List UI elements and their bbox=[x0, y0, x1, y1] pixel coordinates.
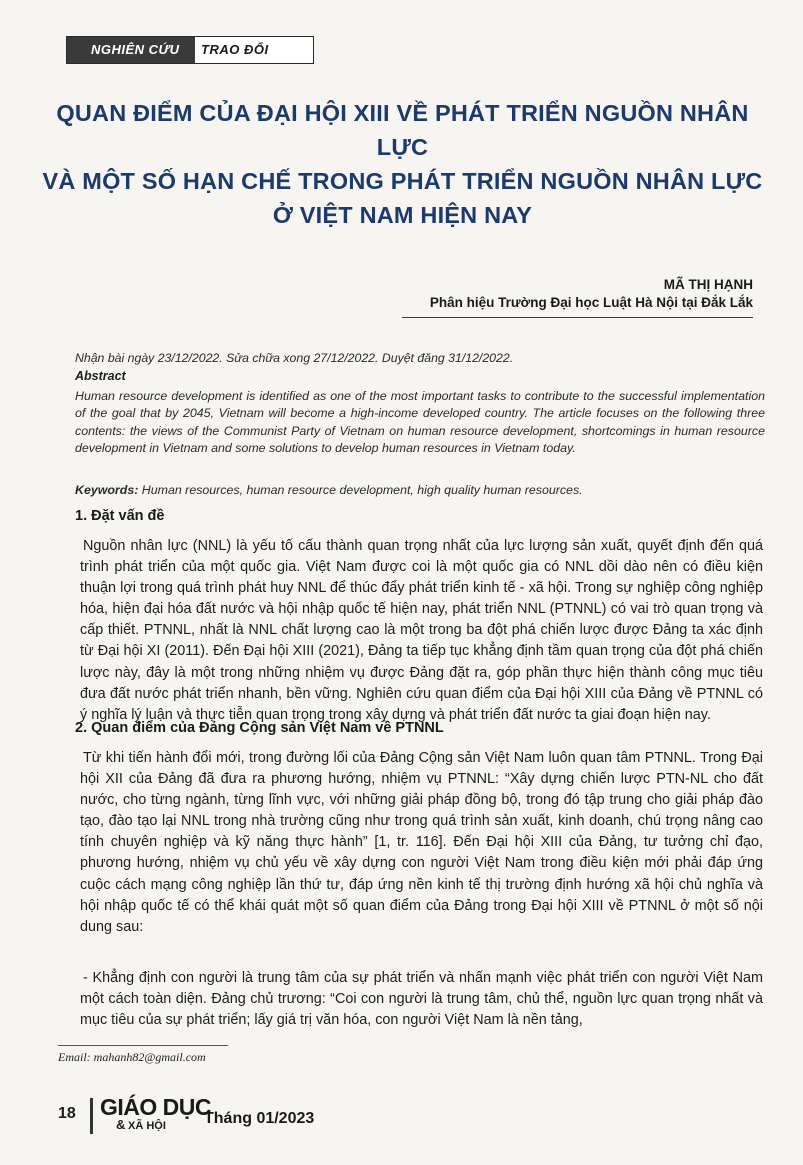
section-2-paragraph-2: - Khẳng định con người là trung tâm của sự phát triển và nhấn mạnh việc phát triển con người Việt Nam một cách toàn diện. Đảng chủ trương: “Coi con người là trung tâm, chủ thể, nguồn lực quan trọng nhất và mục tiêu của sự phát triển; lấy giá trị văn hóa, con người Việt Nam là nền tảng, bbox=[80, 970, 763, 1029]
footnote-rule bbox=[58, 1045, 228, 1046]
journal-logo-amp: & bbox=[116, 1117, 126, 1132]
section-tag-research: NGHIÊN CỨU bbox=[67, 37, 195, 63]
section-tag bbox=[66, 36, 314, 64]
abstract-body: Human resource development is identified as one of the most important tasks to contribute to the successful implementation of the goal that by 2045, Vietnam will become a high-income developed country. The article focuses on the following three contents: the views of the Communist Party of Vietnam on human resource development, shortcomings in human resource development in Vietnam and some solutions to develop human resources in Vietnam today. bbox=[75, 389, 765, 455]
keywords bbox=[75, 482, 765, 499]
section-1-heading: 1. Đặt vấn đề bbox=[75, 508, 165, 524]
journal-logo-main: GIÁO DỤC bbox=[100, 1094, 211, 1120]
section-tag-exchange: TRAO ĐỔI bbox=[201, 42, 269, 57]
title-line-1: QUAN ĐIỂM CỦA ĐẠI HỘI XIII VỀ PHÁT TRIỂN NGUỒN NHÂN LỰC bbox=[56, 100, 749, 160]
article-title bbox=[40, 96, 765, 232]
author-name: MÃ THỊ HẠNH bbox=[663, 277, 753, 292]
footnote-email: Email: mahanh82@gmail.com bbox=[58, 1050, 206, 1064]
keywords-label: Keywords: bbox=[75, 483, 139, 497]
affiliation-rule bbox=[402, 317, 753, 318]
section-2-paragraph-1: Từ khi tiến hành đổi mới, trong đường lối của Đảng Cộng sản Việt Nam luôn quan tâm PTNNL. Trong Đại hội XII của Đảng đã đưa ra phương hướng, nhiệm vụ PTNNL: “Xây dựng chiến lược PTN-NL cho đất nước, cho từng ngành, từng lĩnh vực, với những giải pháp đồng bộ, trong đó tập trung cho giải pháp đào tạo, đào tạo lại NNL trong nhà trường cũng như trong quá trình sản xuất, kinh doanh, chú trọng nâng cao tính chuyên nghiệp và kỹ năng thực hành” [1, tr. 116]. Đến Đại hội XIII của Đảng, tư tưởng chỉ đạo, phương hướng, nhiệm vụ chủ yếu về xây dựng con người Việt Nam trong điều kiện mới phải đáp ứng cuộc cách mạng công nghiệp lần thứ tư, đáp ứng nền kinh tế thị trường định hướng xã hội chủ nghĩa và hội nhập quốc tế có thể khái quát một số quan điểm của Đảng trong Đại hội XIII về PTNNL ở một số nội dung sau: bbox=[80, 750, 763, 935]
section-1-paragraph: Nguồn nhân lực (NNL) là yếu tố cấu thành quan trọng nhất của lực lượng sản xuất, quyết định đến quá trình phát triển của một quốc gia. Việt Nam được coi là một quốc gia có NNL dồi dào nên có điều kiện thuận lợi trong quá trình phát huy NNL để thúc đẩy phát triển kinh tế - xã hội. Trong sự nghiệp công nghiệp hóa, hiện đại hóa đất nước và hội nhập quốc tế hiện nay, phát triển NNL (PTNNL) có vai trò quan trọng và cấp thiết. PTNNL, nhất là NNL chất lượng cao là một trong ba đột phá chiến lược được Đảng ta xác định từ Đại hội XI (2011). Đến Đại hội XIII (2021), Đảng ta tiếp tục khẳng định tầm quan trọng của đột phá chiến lược này, đây là một trong những nhiệm vụ được Đảng đặt ra, góp phần thực hiện thành công mục tiêu đưa đất nước phát triển nhanh, bền vững. Nghiên cứu quan điểm của Đại hội XIII của Đảng về PTNNL có ý nghĩa lý luận và thực tiễn quan trọng trong xây dựng và phát triển đất nước ta giai đoạn hiện nay. bbox=[80, 538, 763, 723]
section-2-heading: 2. Quan điểm của Đảng Cộng sản Việt Nam về PTNNL bbox=[75, 720, 444, 736]
title-line-3: Ở VIỆT NAM HIỆN NAY bbox=[272, 202, 533, 228]
page-number: 18 bbox=[58, 1105, 76, 1122]
title-line-2: VÀ MỘT SỐ HẠN CHẾ TRONG PHÁT TRIỂN NGUỒN NHÂN LỰC bbox=[42, 168, 763, 194]
submission-dates: Nhận bài ngày 23/12/2022. Sửa chữa xong 27/12/2022. Duyệt đăng 31/12/2022. bbox=[75, 351, 514, 365]
keywords-text: Human resources, human resource development, high quality human resources. bbox=[138, 483, 583, 497]
abstract-heading: Abstract bbox=[75, 369, 126, 383]
journal-logo-sub: XÃ HỘI bbox=[128, 1120, 166, 1132]
author-affiliation: Phân hiệu Trường Đại học Luật Hà Nội tại Đắk Lắk bbox=[429, 295, 753, 310]
issue-date: Tháng 01/2023 bbox=[204, 1110, 315, 1127]
logo-divider bbox=[90, 1098, 93, 1134]
